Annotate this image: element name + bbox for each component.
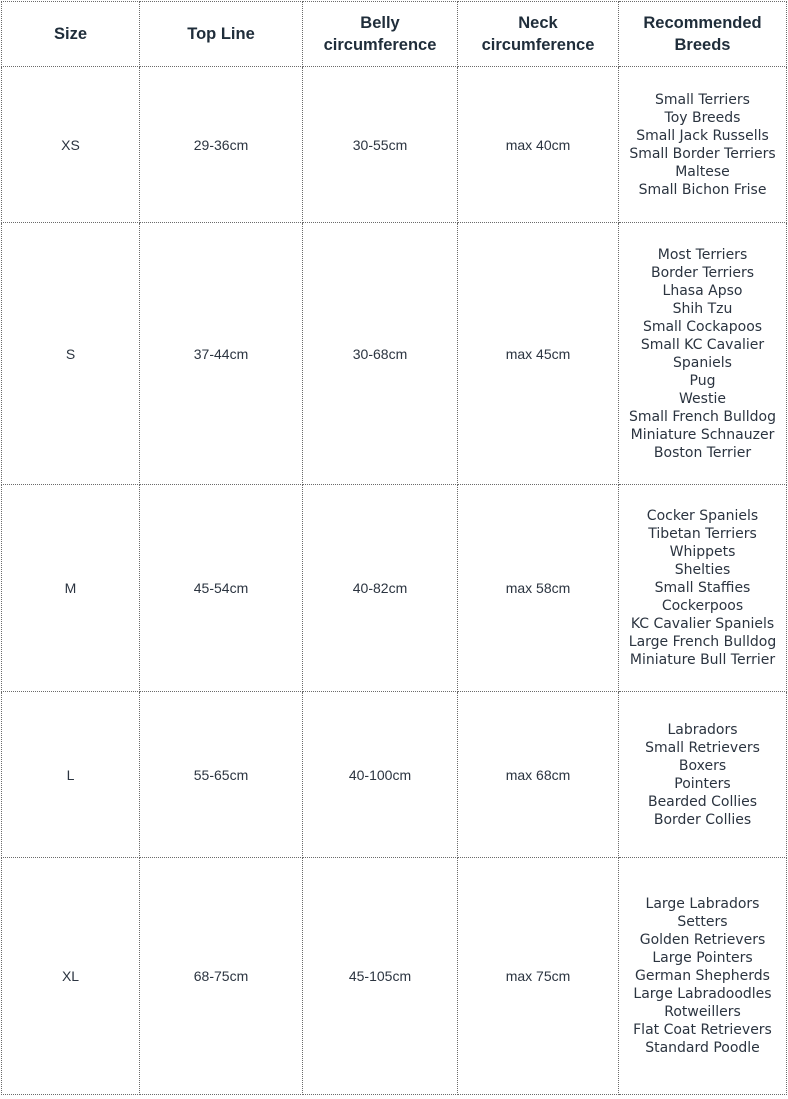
breeds-cell	[619, 858, 787, 1095]
table-row	[2, 485, 787, 692]
top-line-cell: 29-36cm	[140, 67, 303, 223]
breed-item: Shelties	[674, 562, 731, 578]
breeds-cell	[619, 223, 787, 485]
breed-item: Golden Retrievers	[639, 932, 766, 948]
breed-item: Westie	[679, 390, 726, 407]
belly-cell: 45-105cm	[303, 858, 458, 1095]
breed-item: Rotweillers	[664, 1004, 741, 1020]
neck-cell: max 40cm	[458, 67, 619, 223]
neck-cell: max 58cm	[458, 485, 619, 692]
top-line-cell: 55-65cm	[140, 692, 303, 858]
breed-item: Small Border Terriers	[629, 145, 776, 162]
breed-item: Flat Coat Retrievers	[633, 1022, 772, 1038]
breed-item: Small Terriers	[655, 91, 750, 108]
breed-item: Large Labradoodles	[633, 986, 772, 1002]
breed-item: Large French Bulldog	[628, 634, 777, 650]
header-neck-circumference: Neck circumference	[458, 2, 619, 67]
size-guide-table	[1, 1, 787, 1095]
breed-item: Small Staffies	[654, 580, 751, 596]
breed-item: Lhasa Apso	[662, 282, 743, 299]
belly-cell: 40-100cm	[303, 692, 458, 858]
breeds-cell	[619, 67, 787, 223]
size-cell: L	[2, 692, 140, 858]
neck-cell: max 45cm	[458, 223, 619, 485]
header-row	[2, 2, 787, 67]
header-size: Size	[2, 2, 140, 67]
breed-item: KC Cavalier Spaniels	[630, 616, 775, 632]
breed-item: Small French Bulldog	[629, 408, 776, 425]
belly-cell: 30-55cm	[303, 67, 458, 223]
top-line-cell: 37-44cm	[140, 223, 303, 485]
breed-item: German Shepherds	[635, 968, 770, 984]
breed-item: Boxers	[678, 757, 727, 774]
size-cell: S	[2, 223, 140, 485]
breed-item: Miniature Bull Terrier	[629, 652, 776, 668]
belly-cell: 30-68cm	[303, 223, 458, 485]
header-recommended-breeds: Recommended Breeds	[619, 2, 787, 67]
breed-item: Border Collies	[653, 811, 752, 828]
breed-item: Small KC Cavalier	[640, 336, 765, 353]
neck-cell: max 68cm	[458, 692, 619, 858]
breed-item: Bearded Collies	[647, 793, 758, 810]
neck-cell: max 75cm	[458, 858, 619, 1095]
breed-item: Small Bichon Frise	[638, 181, 767, 198]
belly-cell: 40-82cm	[303, 485, 458, 692]
breed-item: Boston Terrier	[653, 444, 752, 461]
breed-item: Standard Poodle	[645, 1040, 760, 1056]
breed-item: Labradors	[667, 721, 738, 738]
breed-item: Large Labradors	[645, 896, 760, 912]
top-line-cell: 68-75cm	[140, 858, 303, 1095]
top-line-cell: 45-54cm	[140, 485, 303, 692]
table-row	[2, 858, 787, 1095]
breeds-cell	[619, 692, 787, 858]
breed-item: Cocker Spaniels	[646, 508, 759, 524]
breed-item: Shih Tzu	[672, 300, 733, 317]
table-row	[2, 67, 787, 223]
size-cell: XS	[2, 67, 140, 223]
breed-item: Large Pointers	[652, 950, 753, 966]
breed-item: Cockerpoos	[661, 598, 744, 614]
breed-item: Tibetan Terriers	[648, 526, 757, 542]
table-row	[2, 692, 787, 858]
breed-item: Most Terriers	[657, 246, 748, 263]
breed-item: Whippets	[669, 544, 736, 560]
breed-item: Small Jack Russells	[636, 127, 769, 144]
breeds-cell	[619, 485, 787, 692]
header-belly-circumference: Belly circumference	[303, 2, 458, 67]
size-cell: M	[2, 485, 140, 692]
header-top-line: Top Line	[140, 2, 303, 67]
breed-item: Spaniels	[673, 354, 732, 371]
breed-item: Maltese	[675, 163, 730, 180]
breed-item: Pointers	[674, 775, 731, 792]
breed-item: Small Retrievers	[645, 739, 760, 756]
breed-item: Border Terriers	[651, 264, 754, 281]
breed-item: Toy Breeds	[664, 109, 741, 126]
size-cell: XL	[2, 858, 140, 1095]
breed-item: Setters	[677, 914, 728, 930]
breed-item: Small Cockapoos	[642, 318, 763, 335]
breed-item: Pug	[689, 372, 716, 389]
table-row	[2, 223, 787, 485]
breed-item: Miniature Schnauzer	[630, 426, 775, 443]
